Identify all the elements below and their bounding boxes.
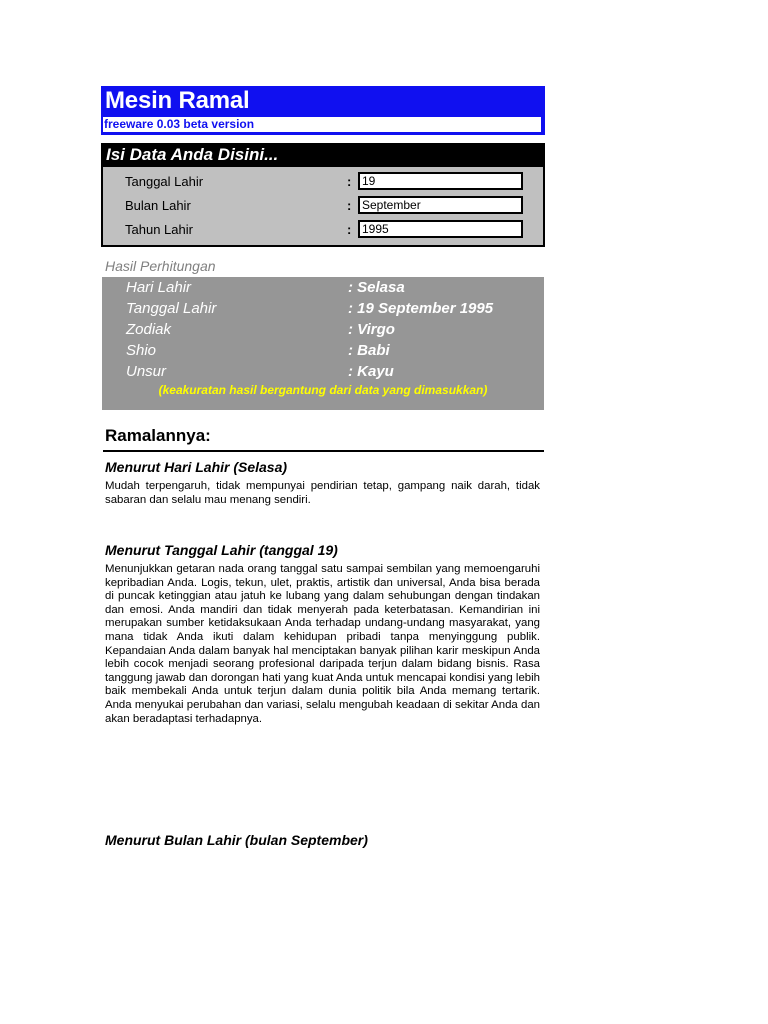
app-version: freeware 0.03 beta version bbox=[103, 117, 541, 132]
input-row-bulan bbox=[125, 196, 525, 216]
accuracy-note: (keakuratan hasil bergantung dari data yang dimasukkan) bbox=[158, 383, 488, 397]
section-text-hari: Mudah terpengaruh, tidak mempunyai pendirian tetap, gampang naik darah, tidak sabaran dan selalu mau menang sendiri. bbox=[105, 480, 540, 506]
tanggal-lahir-result-label: Tanggal Lahir bbox=[126, 300, 217, 317]
result-caption: Hasil Perhitungan bbox=[105, 258, 216, 274]
tahun-lahir-colon: : bbox=[347, 222, 352, 237]
hari-lahir-value: : Selasa bbox=[348, 279, 405, 296]
section-title-bulan: Menurut Bulan Lahir (bulan September) bbox=[105, 832, 368, 848]
result-row-unsur bbox=[126, 363, 536, 383]
ramalan-divider bbox=[103, 450, 544, 452]
result-row-hari bbox=[126, 279, 536, 299]
section-text-tanggal: Menunjukkan getaran nada orang tanggal satu sampai sembilan yang memoengaruhi kepribadian Anda. Logis, tekun, ulet, praktis, artistik dan universal, Anda bisa berada di puncak ketinggian atau jatuh ke lubang yang dalam sehubungan dengan tindakan dan emosi. Anda mandiri dan tidak menyerah pada keterbatasan. Kemandirian ini merupakan sumber ketidaksukaan Anda terhadap undang-undang masyarakat, yang mana tidak Anda ikuti dalam kehidupan pribadi tanpa menyinggung publik. Kepandaian Anda dalam banyak hal menciptakan banyak pilihan karir meskipun Anda lebih cocok menjadi seorang profesional daripada terjun dalam bidang bisnis. Rasa tanggung jawab dan dorongan hati yang kuat Anda untuk mencapai kondisi yang lebih baik membekali Anda untuk terjun dalam dunia politik bila Anda memang tertarik. Anda menyukai perubahan dan variasi, selalu mengubah keadaan di sekitar Anda dan akan beradaptasi terhadapnya. bbox=[105, 563, 540, 725]
result-row-tanggal bbox=[126, 300, 536, 320]
app-title: Mesin Ramal bbox=[105, 87, 250, 114]
unsur-label: Unsur bbox=[126, 363, 167, 380]
result-row-shio bbox=[126, 342, 536, 362]
bulan-lahir-input[interactable]: September bbox=[358, 196, 523, 214]
tanggal-lahir-input[interactable]: 19 bbox=[358, 172, 523, 190]
unsur-value: : Kayu bbox=[348, 363, 394, 380]
ramalan-title: Ramalannya: bbox=[105, 426, 211, 445]
result-row-zodiak bbox=[126, 321, 536, 341]
tanggal-lahir-result-value: : 19 September 1995 bbox=[348, 300, 494, 317]
tahun-lahir-input[interactable]: 1995 bbox=[358, 220, 523, 238]
section-title-hari: Menurut Hari Lahir (Selasa) bbox=[105, 459, 288, 475]
zodiak-label: Zodiak bbox=[126, 321, 172, 338]
zodiak-value: : Virgo bbox=[348, 321, 395, 338]
shio-value: : Babi bbox=[348, 342, 390, 359]
bulan-lahir-label: Bulan Lahir bbox=[125, 198, 191, 213]
tahun-lahir-label: Tahun Lahir bbox=[125, 222, 193, 237]
input-panel-heading: Isi Data Anda Disini... bbox=[101, 143, 545, 167]
shio-label: Shio bbox=[126, 342, 157, 359]
hari-lahir-label: Hari Lahir bbox=[126, 279, 192, 296]
result-panel bbox=[102, 277, 544, 410]
input-row-tahun bbox=[125, 220, 525, 240]
input-row-tanggal bbox=[125, 172, 525, 192]
bulan-lahir-colon: : bbox=[347, 198, 352, 213]
input-panel bbox=[101, 143, 545, 247]
tanggal-lahir-colon: : bbox=[347, 174, 352, 189]
app-header bbox=[101, 86, 545, 135]
section-title-tanggal: Menurut Tanggal Lahir (tanggal 19) bbox=[105, 542, 338, 558]
tanggal-lahir-label: Tanggal Lahir bbox=[125, 174, 204, 189]
